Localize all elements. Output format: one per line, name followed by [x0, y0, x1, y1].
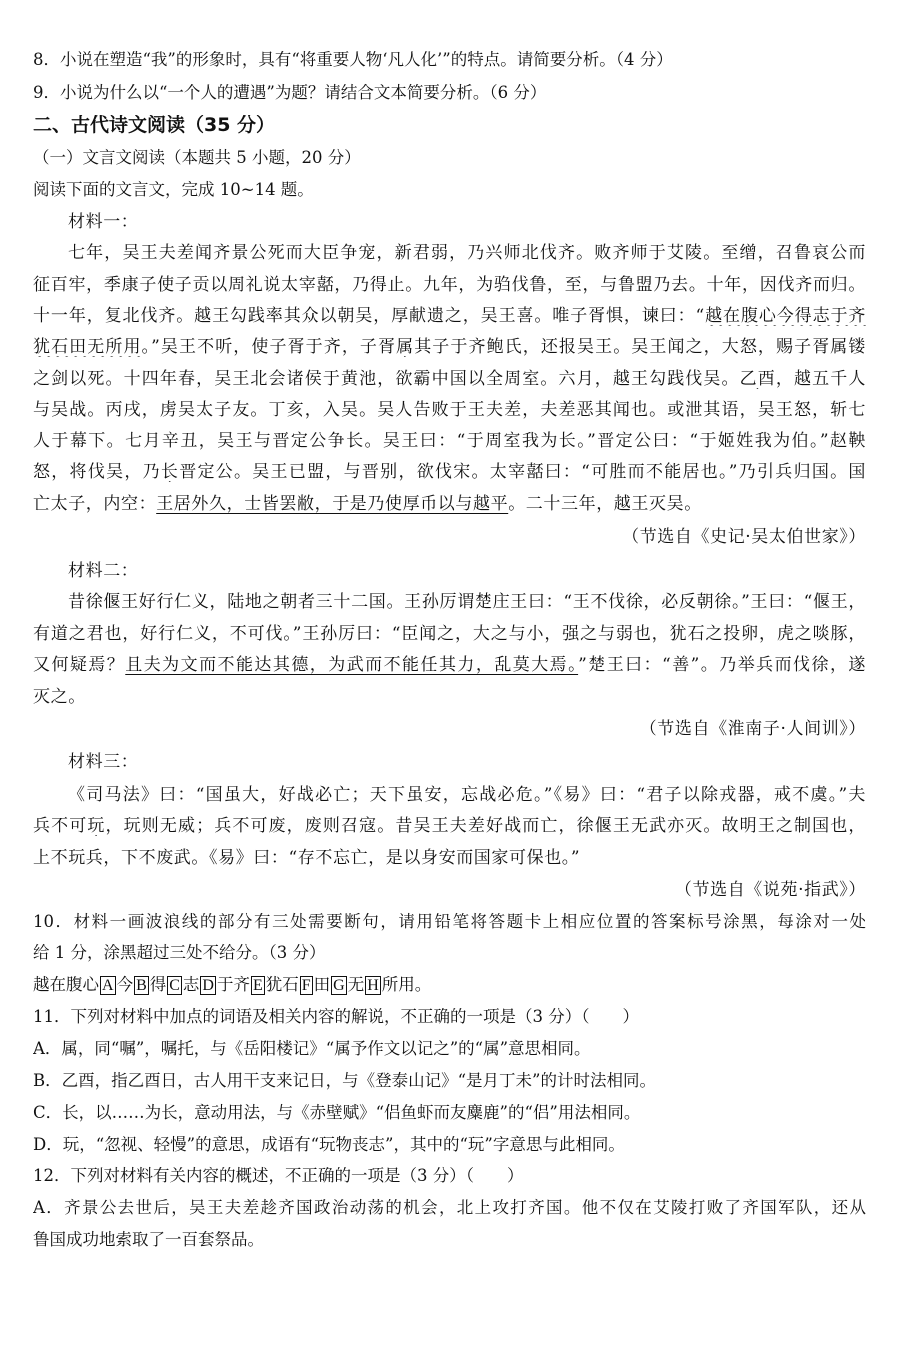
- material-2-line: 灭之。: [33, 687, 86, 707]
- wavy-underlined-text: 犹石田无所用: [33, 337, 142, 357]
- option-box[interactable]: F: [301, 977, 311, 994]
- question-12-option-a: A．齐景公去世后，吴王夫差趁齐国政治动荡的机会，北上攻打齐国。他不仅在艾陵打败了齐国军队，还从: [33, 1198, 866, 1217]
- dotted-word: 长: [160, 462, 180, 482]
- text-run: 于齐: [216, 975, 250, 994]
- option-box[interactable]: E: [252, 977, 263, 994]
- text-run: ，玩则无威；兵不可废，废则召寇。昔吴王夫差好战而亡，徐偃王无武亦灭。故明王之制国也，: [105, 816, 866, 836]
- material-3-label: 材料三：: [68, 752, 139, 772]
- text-run: 田: [313, 975, 331, 994]
- material-1-label: 材料一：: [68, 212, 139, 232]
- material-1-line: 七年，吴王夫差闻齐景公死而大臣争宠，新君弱，乃兴师北伐齐。败齐师于艾陵。至缯，召鲁哀公而: [68, 243, 866, 263]
- question-11-stem: 11．下列对材料中加点的词语及相关内容的解说，不正确的一项是（3 分）（ ）: [33, 1007, 639, 1026]
- text-run: 犹石: [265, 975, 299, 994]
- text-run: ，越五千人: [775, 369, 866, 389]
- section-title: 二、古代诗文阅读（35 分）: [33, 115, 276, 135]
- text-run: 越在腹心: [33, 975, 99, 994]
- question-11-option-b: B．乙酉，指乙酉日，古人用干支来记日，与《登泰山记》“是月丁未”的计时法相同。: [33, 1071, 656, 1090]
- text-run: 今: [116, 975, 134, 994]
- dotted-word: 乙酉: [739, 369, 776, 389]
- option-box[interactable]: D: [202, 977, 214, 994]
- question-12-stem: 12．下列对材料有关内容的概述，不正确的一项是（3 分）（ ）: [33, 1166, 524, 1185]
- instruction: 阅读下面的文言文，完成 10~14 题。: [33, 180, 314, 199]
- question-10-options: [33, 975, 900, 995]
- question-10-stem: 给 1 分，涂黑超过三处不给分。（3 分）: [33, 943, 326, 962]
- material-1-line: [33, 306, 866, 326]
- text-run: 。二十三年，越王灭吴。: [508, 494, 702, 514]
- text-run: 亡太子，内空：: [33, 494, 157, 514]
- material-3-source: （节选自《说苑·指武》）: [674, 880, 866, 900]
- question-10-stem: 10．材料一画波浪线的部分有三处需要断句，请用铅笔将答题卡上相应位置的答案标号涂黑，每涂对一处: [33, 912, 866, 931]
- option-box[interactable]: H: [367, 977, 379, 994]
- material-1-line: [33, 369, 866, 389]
- material-1-line: [33, 462, 866, 482]
- dotted-word: 玩: [87, 816, 106, 836]
- material-1-line: [33, 337, 866, 357]
- dotted-word: 属: [396, 337, 415, 357]
- material-3-line: 《司马法》曰：“国虽大，好战必亡；天下虽安，忘战必危。”《易》曰：“君子以除戎器，戒不虞。”夫: [68, 785, 866, 805]
- text-run: 之剑以死。十四年春，吴王北会诸侯于黄池，欲霸中国以全周室。六月，越王勾践伐吴。: [33, 369, 740, 389]
- text-run: 又何疑焉？: [33, 655, 126, 675]
- question-8: 8．小说在塑造“我”的形象时，具有“将重要人物‘凡人化’”的特点。请简要分析。（4 分）: [33, 50, 673, 69]
- material-2-line: [33, 655, 866, 675]
- material-1-line: 与吴战。丙戌，虏吴太子友。丁亥，入吴。吴人告败于王夫差，夫差恶其闻也。或泄其语，吴王怒，斩七: [33, 400, 866, 420]
- question-12-option-a-cont: 鲁国成功地索取了一百套祭品。: [33, 1230, 264, 1249]
- option-box[interactable]: B: [136, 977, 147, 994]
- material-1-line: 征百牢，季康子使子贡以周礼说太宰嚭，乃得止。九年，为驺伐鲁，至，与鲁盟乃去。十年，因伐齐而归。: [33, 275, 866, 295]
- text-run: 兵不可: [33, 816, 88, 836]
- subsection-title: （一）文言文阅读（本题共 5 小题，20 分）: [33, 148, 361, 167]
- text-run: 得: [149, 975, 167, 994]
- underlined-text: 且夫为文而不能达其德，为武而不能任其力，乱莫大焉。: [125, 655, 579, 675]
- material-1-line: [33, 494, 900, 514]
- material-3-line: 上不玩兵，下不废武。《易》曰：“存不忘亡，是以身安而国家可保也。”: [33, 848, 581, 868]
- text-run: 所用。: [381, 975, 432, 994]
- material-3-line: [33, 816, 866, 836]
- text-run: 无: [347, 975, 365, 994]
- text-run: 怒，将伐吴，乃: [33, 462, 161, 482]
- underlined-text: 王居外久，士皆罢敝，于是乃使厚币以与越平: [156, 494, 509, 514]
- text-run: 晋定公。吴王已盟，与晋别，欲伐宋。太宰嚭曰：“可胜而不能居也。”乃引兵归国。国: [179, 462, 866, 482]
- material-1-source: （节选自《史记·吴太伯世家》）: [622, 527, 866, 547]
- material-2-source: （节选自《淮南子·人间训》）: [639, 719, 866, 739]
- material-2-label: 材料二：: [68, 561, 139, 581]
- text-run: 。”吴王不听，使子胥于齐，子胥: [141, 337, 397, 357]
- option-box[interactable]: A: [102, 977, 114, 994]
- material-1-line: 人于幕下。七月辛丑，吴王与晋定公争长。吴王曰：“于周室我为长。”晋定公曰：“于姬姓我为伯。”赵鞅: [33, 431, 866, 451]
- question-11-option-c: C．长，以……为长，意动用法，与《赤壁赋》“侣鱼虾而友麋鹿”的“侣”用法相同。: [33, 1103, 641, 1122]
- material-2-line: 有道之君也，好行仁义，不可伐。”王孙厉曰：“臣闻之，大之与小，强之与弱也，犹石之投卵，虎之啖豚，: [33, 624, 866, 644]
- question-11-option-a: A．属，同“嘱”，嘱托，与《岳阳楼记》“属予作文以记之”的“属”意思相同。: [33, 1039, 591, 1058]
- question-11-option-d: D．玩，“忽视、轻慢”的意思，成语有“玩物丧志”，其中的“玩”字意思与此相同。: [33, 1135, 625, 1154]
- question-9: 9．小说为什么以“一个人的遭遇”为题？请结合文本简要分析。（6 分）: [33, 83, 547, 102]
- text-run: 其子于齐鲍氏，还报吴王。吴王闻之，大怒，赐子胥属镂: [414, 337, 866, 357]
- text-run: 志: [182, 975, 200, 994]
- option-box[interactable]: G: [333, 977, 345, 994]
- wavy-underlined-text: 越在腹心今得志于齐: [704, 306, 866, 326]
- text-run: 十一年，复北伐齐。越王勾践率其众以朝吴，厚献遗之，吴王喜。唯子胥惧，谏曰：“: [33, 306, 705, 326]
- text-run: ”楚王曰：“善”。乃举兵而伐徐，遂: [578, 655, 866, 675]
- material-2-line: 昔徐偃王好行仁义，陆地之朝者三十二国。王孙厉谓楚庄王曰：“王不伐徐，必反朝徐。”王曰：“偃王，: [68, 592, 866, 612]
- option-box[interactable]: C: [169, 977, 180, 994]
